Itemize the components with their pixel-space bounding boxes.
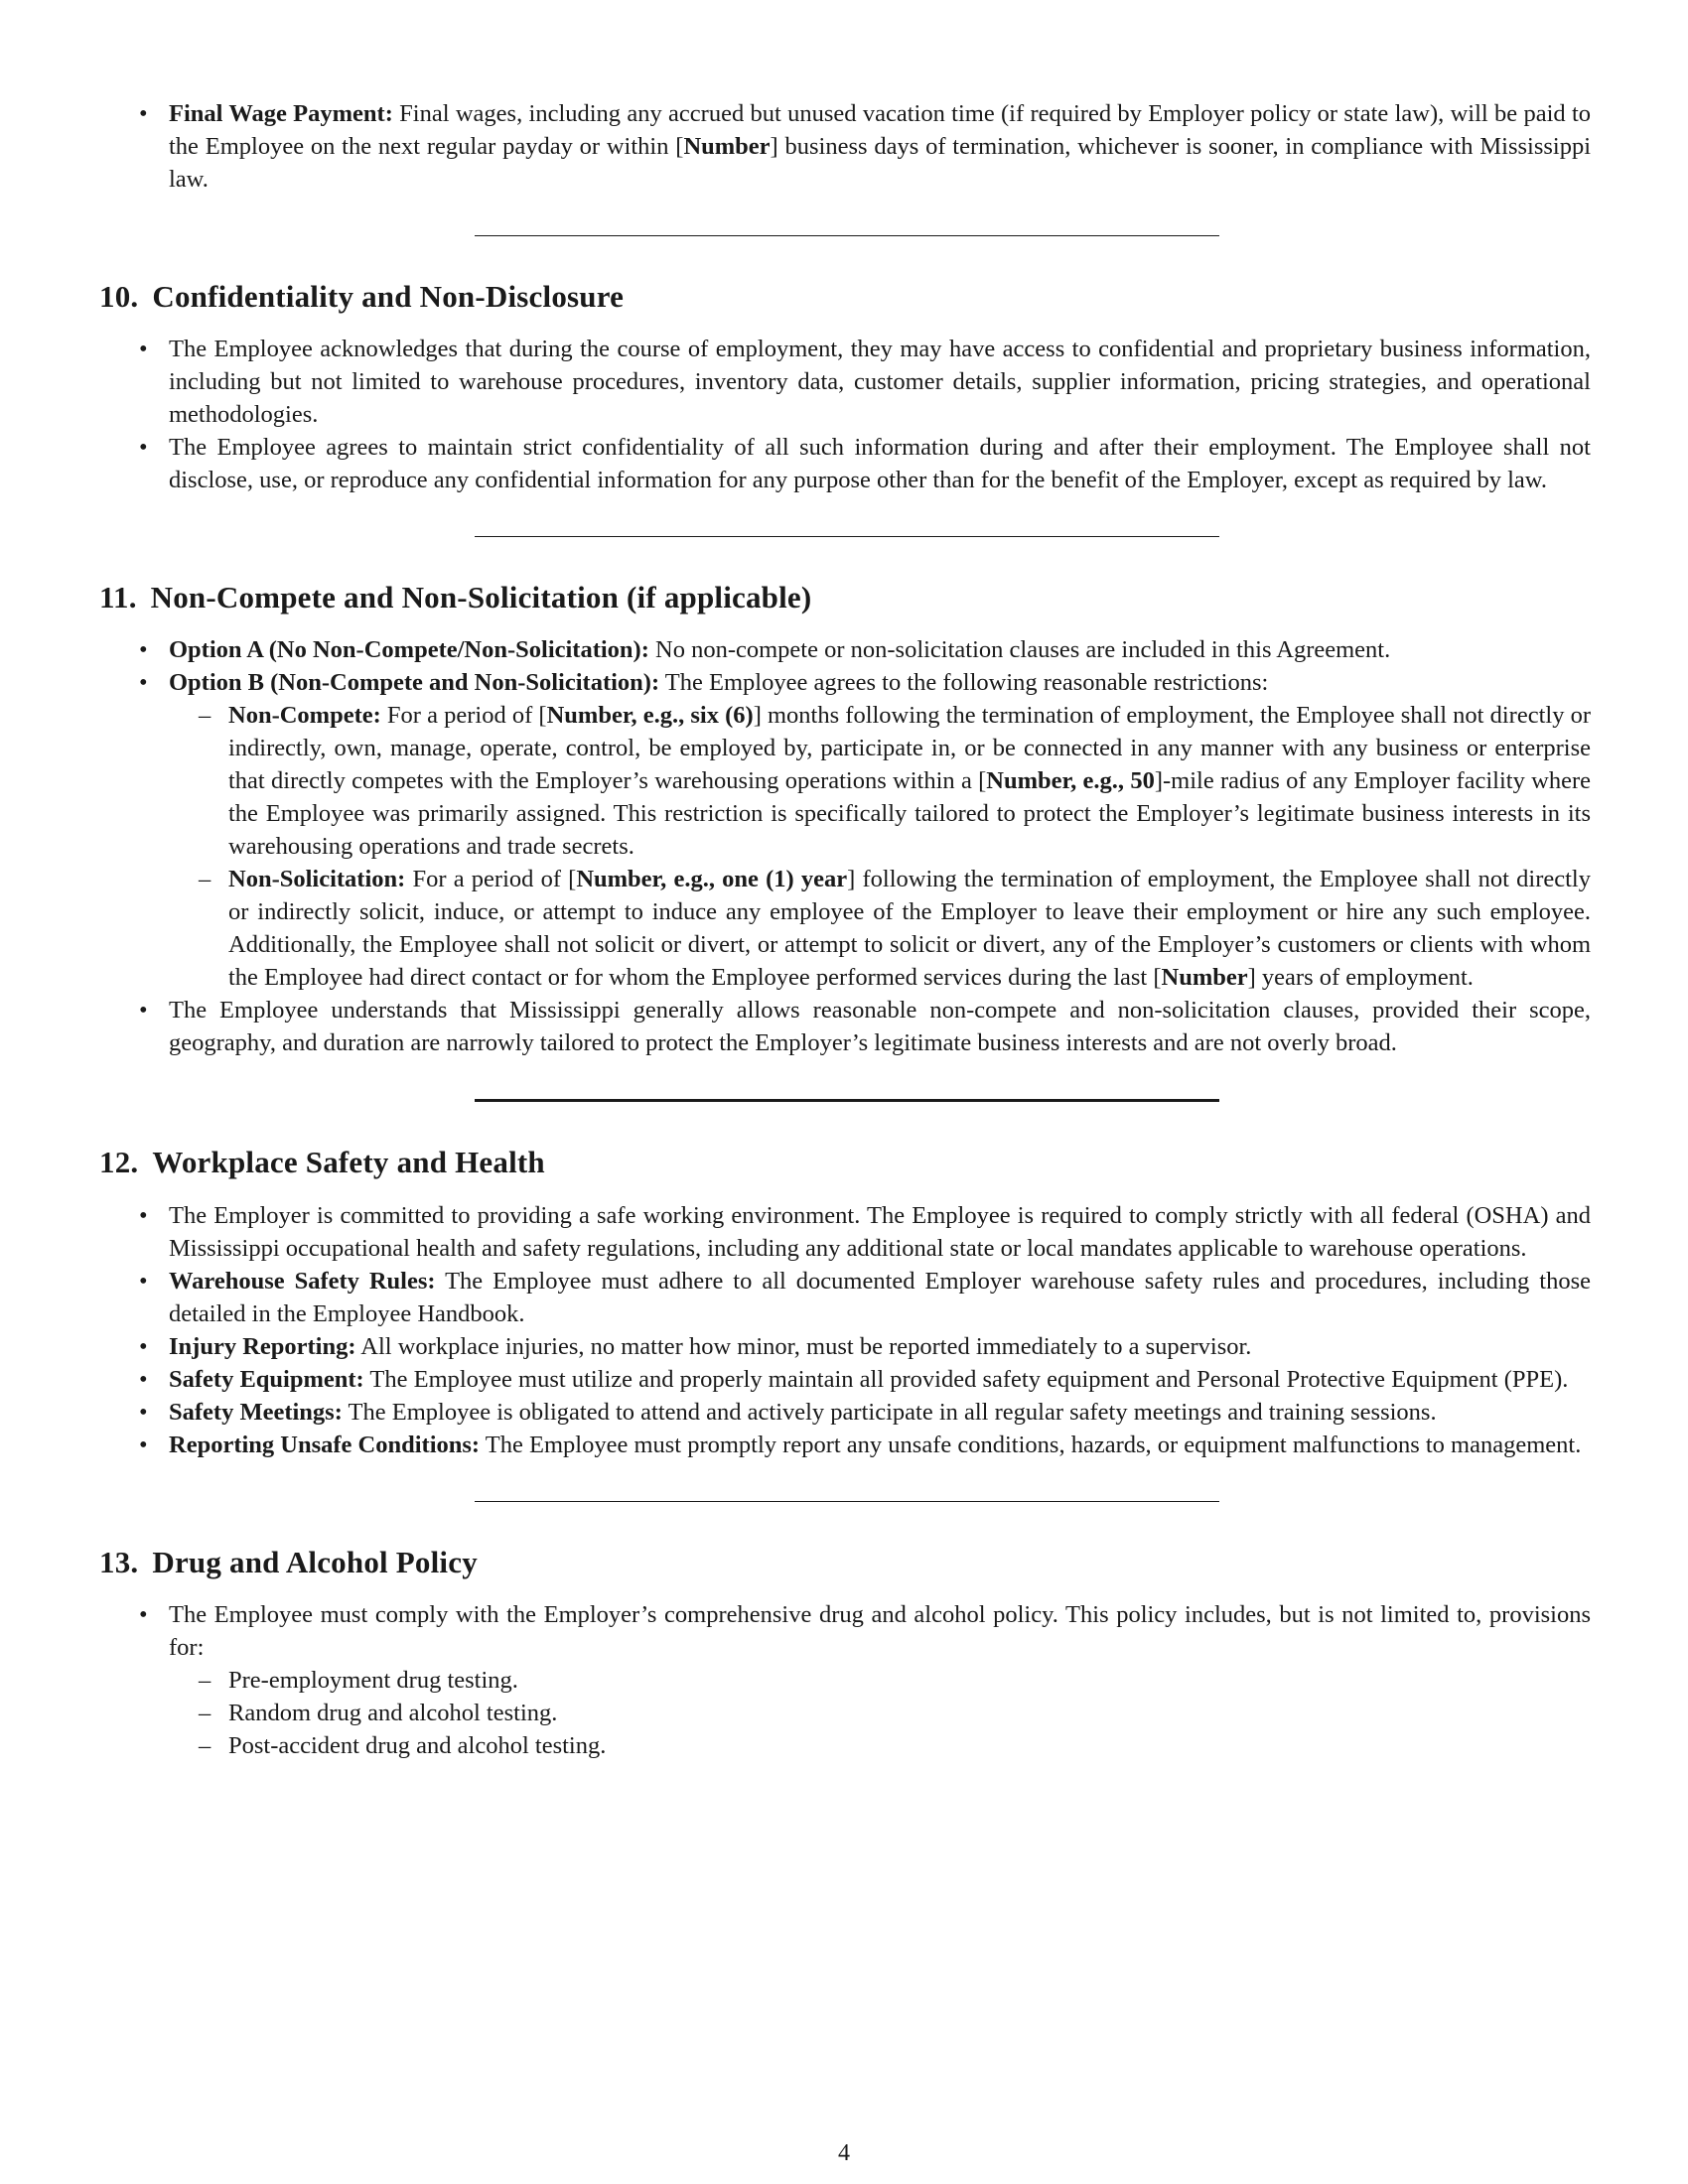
placeholder-period: Number, e.g., one (1) year	[576, 866, 848, 893]
section-title: Workplace Safety and Health	[152, 1145, 545, 1180]
final-wage-label: Final Wage Payment:	[169, 100, 393, 127]
list-item: – Post-accident drug and alcohol testing.	[169, 1729, 1591, 1762]
option-a-item	[99, 633, 1591, 666]
non-compete-item	[169, 699, 1591, 863]
option-b-sublist	[169, 699, 1591, 994]
non-compete-list	[99, 633, 1589, 1059]
list-item: • The Employee understands that Mississippi generally allows reasonable non-compete and non-solicitation clauses, provided their scope, geography, and duration are narrowly tailored to protect the Employer’s legitimate business interests and are not overly broad.	[99, 994, 1591, 1059]
option-b-item	[99, 666, 1591, 994]
section-number: 11.	[99, 580, 137, 615]
drug-policy-item	[99, 1598, 1591, 1762]
drug-policy-intro: The Employee must comply with the Employer’s comprehensive drug and alcohol policy. This policy includes, but is not limited to, provisions for:	[169, 1600, 1591, 1661]
non-solicitation-text: ] following the termination of employment, the Employee shall not directly or indirectly solicit, induce, or attempt to induce any employee of the Employer to leave their employment or hire any such employee. Additionally, the Employee shall not solicit or divert, or attempt to solicit or divert, any of the Employer’s customers or clients with whom the Employee had direct contact or for whom the Employee performed services during the last [	[228, 866, 1591, 992]
section-number: 10.	[99, 279, 139, 314]
item-text: The Employee must utilize and properly maintain all provided safety equipment and Personal Protective Equipment (PPE).	[363, 1365, 1569, 1393]
section-heading-12	[99, 1144, 1589, 1180]
option-b-label: Option B (Non-Compete and Non-Solicitation):	[169, 669, 660, 697]
list-item	[99, 1363, 1591, 1396]
item-text: The Employee is obligated to attend and actively participate in all regular safety meetings and training sessions.	[342, 1398, 1437, 1426]
non-solicitation-item	[169, 863, 1591, 994]
page-number: 4	[838, 2140, 850, 2166]
drug-alcohol-list	[99, 1598, 1589, 1762]
confidentiality-list	[99, 333, 1589, 496]
section-title: Non-Compete and Non-Solicitation (if applicable)	[150, 580, 812, 615]
item-label: Safety Equipment:	[169, 1365, 364, 1393]
final-wage-item	[99, 97, 1591, 196]
list-item: • The Employee agrees to maintain strict confidentiality of all such information during and after their employment. The Employee shall not disclose, use, or reproduce any confidential information for any purpose other than for the benefit of the Employer, except as required by law.	[99, 431, 1591, 496]
non-solicitation-label: Non-Solicitation:	[228, 866, 406, 893]
option-b-text: The Employee agrees to the following reasonable restrictions:	[659, 669, 1269, 697]
list-item: • The Employee acknowledges that during the course of employment, they may have access to confidential and proprietary business information, including but not limited to warehouse procedures, inventory data, customer details, supplier information, pricing strategies, and operational methodologies.	[99, 333, 1591, 431]
placeholder-months: Number, e.g., six (6)	[546, 702, 754, 730]
placeholder-years: Number	[1161, 964, 1248, 992]
testing-sublist	[169, 1664, 1591, 1762]
non-solicitation-text: For a period of [	[405, 866, 577, 893]
final-wage-placeholder: Number	[683, 133, 771, 160]
section-title: Drug and Alcohol Policy	[152, 1544, 478, 1579]
section-number: 12.	[99, 1145, 139, 1180]
option-a-text: No non-compete or non-solicitation clauses are included in this Agreement.	[648, 636, 1391, 664]
item-label: Reporting Unsafe Conditions:	[169, 1431, 481, 1458]
item-label: Warehouse Safety Rules:	[169, 1267, 436, 1295]
section-title: Confidentiality and Non-Disclosure	[152, 279, 625, 314]
item-text: The Employee must adhere to all documented Employer warehouse safety rules and procedures, including those detailed in the Employee Handbook.	[169, 1267, 1591, 1327]
section-heading-13	[99, 1544, 1589, 1580]
section-number: 13.	[99, 1544, 139, 1579]
non-compete-text: ] months following the termination of employment, the Employee shall not directly or indirectly, own, manage, operate, control, be employed by, participate in, or be connected in any manner with any business or enterprise that directly competes with the Employer’s warehousing operations within a [	[228, 702, 1591, 795]
non-compete-label: Non-Compete:	[228, 702, 381, 730]
section-heading-11	[99, 579, 1589, 615]
final-wage-list	[99, 97, 1589, 196]
list-item: – Random drug and alcohol testing.	[169, 1697, 1591, 1729]
section-heading-10	[99, 278, 1589, 315]
final-wage-text-2: ] business days of termination, whichever is sooner, in compliance with Mississippi law.	[169, 133, 1591, 193]
option-a-label: Option A (No Non-Compete/Non-Solicitation):	[169, 636, 649, 664]
item-text: The Employee must promptly report any unsafe conditions, hazards, or equipment malfunctions to management.	[480, 1431, 1582, 1458]
item-label: Injury Reporting:	[169, 1332, 356, 1360]
non-compete-text: For a period of [	[380, 702, 547, 730]
list-item	[99, 1396, 1591, 1429]
non-solicitation-text: ] years of employment.	[1247, 964, 1474, 992]
item-text: All workplace injuries, no matter how minor, must be reported immediately to a supervisor.	[355, 1332, 1252, 1360]
document-page	[99, 97, 1589, 1762]
list-item: – Pre-employment drug testing.	[169, 1664, 1591, 1697]
list-item	[99, 1330, 1591, 1363]
list-item	[99, 1429, 1591, 1461]
safety-list	[99, 1199, 1589, 1461]
list-item: • The Employer is committed to providing a safe working environment. The Employee is required to comply strictly with all federal (OSHA) and Mississippi occupational health and safety regulations, including any additional state or local mandates applicable to warehouse operations.	[99, 1199, 1591, 1265]
non-compete-text: ]-mile radius of any Employer facility where the Employee was primarily assigned. This restriction is specifically tailored to protect the Employer’s legitimate business interests in its warehousing operations and trade secrets.	[228, 767, 1591, 861]
final-wage-text-1: Final wages, including any accrued but unused vacation time (if required by Employer policy or state law), will be paid to the Employee on the next regular payday or within [	[169, 100, 1591, 160]
list-item	[99, 1265, 1591, 1330]
item-label: Safety Meetings:	[169, 1398, 343, 1426]
placeholder-radius: Number, e.g., 50	[986, 767, 1155, 795]
